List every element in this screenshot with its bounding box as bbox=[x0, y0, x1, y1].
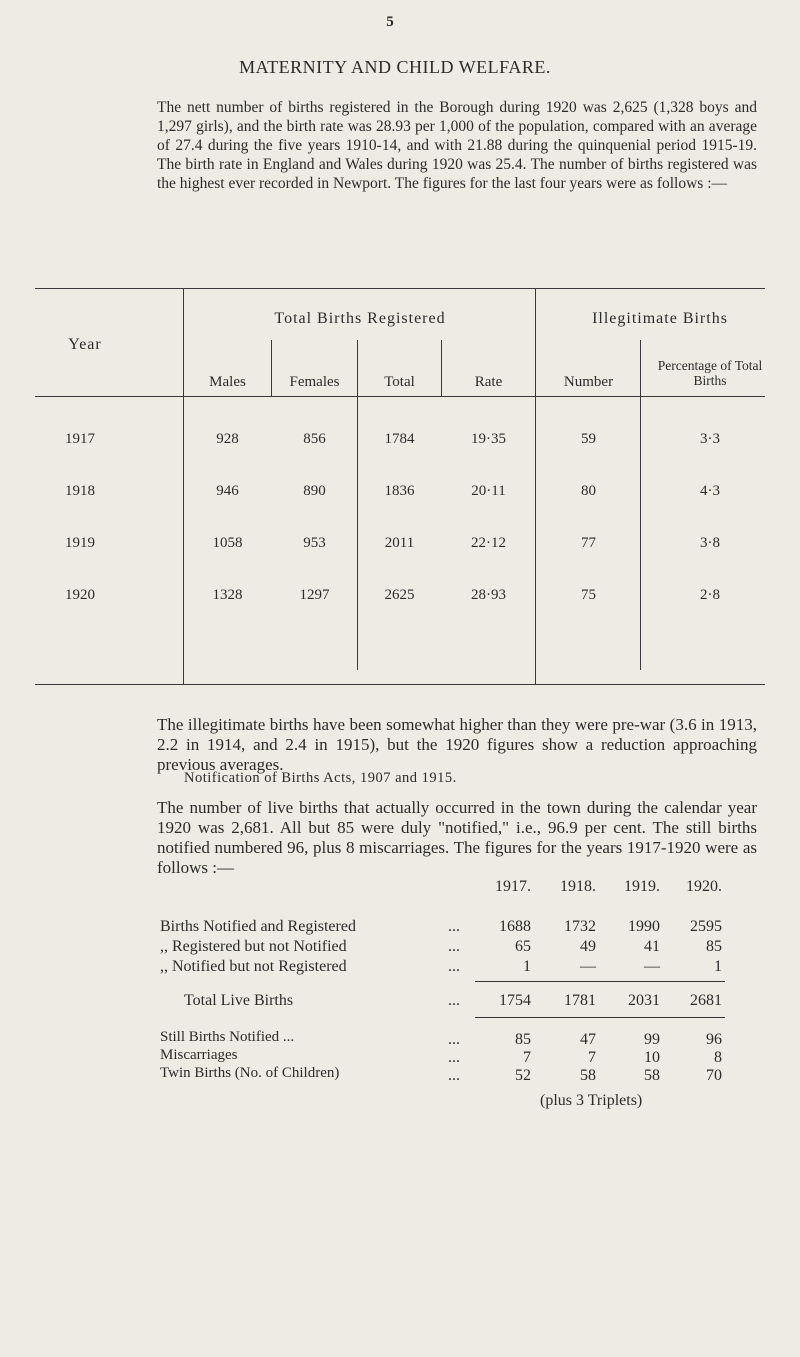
rate-header: Rate bbox=[474, 374, 503, 390]
females-header: Females bbox=[289, 374, 340, 390]
leader-dots: ... bbox=[448, 1049, 460, 1066]
row-year: 1919 bbox=[65, 535, 95, 551]
row-value: 96 bbox=[706, 1031, 722, 1048]
row-year: 1917 bbox=[65, 431, 95, 447]
row-females: 856 bbox=[303, 431, 326, 447]
leader-dots: ... bbox=[448, 1031, 460, 1048]
row-females: 890 bbox=[303, 483, 326, 499]
births-table bbox=[0, 288, 800, 696]
year-header: 1919. bbox=[624, 878, 660, 895]
row-label: Still Births Notified ... bbox=[160, 1029, 295, 1045]
intro-paragraph: The nett number of births registered in the Borough during 1920 was 2,625 (1,328 boys and 1,297 girls), and the birth rate was 28.93 per 1,000 of the population, compared with an average of 27.4 during the five years 1910-14, and with 21.88 during the quinquenial period 1915-19. The birth rate in England and Wales during 1920 was 25.4. The number of births registered was the highest ever recorded in Newport. The figures for the last four years were as follows :— bbox=[157, 99, 757, 192]
row-label: ,, Registered but not Notified bbox=[160, 938, 347, 955]
year-header: 1920. bbox=[686, 878, 722, 895]
year-header: 1917. bbox=[495, 878, 531, 895]
row-females: 1297 bbox=[299, 587, 330, 603]
leader-dots: ... bbox=[448, 992, 460, 1009]
total-value: 1754 bbox=[499, 992, 531, 1009]
divider bbox=[475, 1017, 725, 1018]
males-header: Males bbox=[209, 374, 246, 390]
total-value: 1781 bbox=[564, 992, 596, 1009]
row-value: 10 bbox=[644, 1049, 660, 1066]
row-year: 1918 bbox=[65, 483, 95, 499]
row-rate: 28·93 bbox=[471, 587, 506, 603]
row-value: 1990 bbox=[628, 918, 660, 935]
total-value: 2681 bbox=[690, 992, 722, 1009]
row-value: 52 bbox=[515, 1067, 531, 1084]
row-total: 1836 bbox=[384, 483, 415, 499]
divider bbox=[475, 981, 725, 982]
row-males: 946 bbox=[216, 483, 239, 499]
row-value: 65 bbox=[515, 938, 531, 955]
year-column-header: Year bbox=[68, 336, 102, 353]
row-value: 70 bbox=[706, 1067, 722, 1084]
row-number: 75 bbox=[581, 587, 596, 603]
percentage-header: Percentage of Total Births bbox=[657, 358, 763, 388]
row-value: 41 bbox=[644, 938, 660, 955]
leader-dots: ... bbox=[448, 958, 460, 975]
leader-dots: ... bbox=[448, 1067, 460, 1084]
leader-dots: ... bbox=[448, 918, 460, 935]
row-label: Twin Births (No. of Children) bbox=[160, 1065, 340, 1081]
row-number: 77 bbox=[581, 535, 596, 551]
row-year: 1920 bbox=[65, 587, 95, 603]
row-number: 80 bbox=[581, 483, 596, 499]
row-value: 47 bbox=[580, 1031, 596, 1048]
row-percentage: 3·3 bbox=[700, 431, 720, 447]
row-value: 8 bbox=[714, 1049, 722, 1066]
illegitimate-paragraph: The illegitimate births have been somewhat higher than they were pre-war (3.6 in 1913, 2.2 in 1914, and 2.4 in 1915), but the 1920 figures show a reduction approaching previous averages. bbox=[157, 715, 757, 774]
illegitimate-births-group-header: Illegitimate Births bbox=[592, 310, 728, 327]
total-births-group-header: Total Births Registered bbox=[274, 310, 446, 327]
page-title: MATERNITY AND CHILD WELFARE. bbox=[239, 57, 551, 77]
row-males: 1328 bbox=[212, 587, 243, 603]
row-rate: 22·12 bbox=[471, 535, 506, 551]
row-label: Births Notified and Registered bbox=[160, 918, 356, 935]
row-value: 7 bbox=[588, 1049, 596, 1066]
notification-paragraph: The number of live births that actually occurred in the town during the calendar year 1920 was 2,681. All but 85 were duly "notified," i.e., 96.9 per cent. The still births notified numbered 96, plus 8 miscarriages. The figures for the years 1917-1920 were as follows :— bbox=[157, 798, 757, 877]
row-value: 85 bbox=[706, 938, 722, 955]
section-heading: Notification of Births Acts, 1907 and 1915. bbox=[184, 770, 457, 786]
total-value: 2031 bbox=[628, 992, 660, 1009]
year-header: 1918. bbox=[560, 878, 596, 895]
row-males: 928 bbox=[216, 431, 239, 447]
triplets-footnote: (plus 3 Triplets) bbox=[540, 1092, 643, 1109]
row-value: — bbox=[580, 958, 596, 975]
total-label: Total Live Births bbox=[184, 992, 294, 1009]
row-value: 58 bbox=[580, 1067, 596, 1084]
row-females: 953 bbox=[303, 535, 326, 551]
row-label: ,, Notified but not Registered bbox=[160, 958, 347, 975]
row-value: 58 bbox=[644, 1067, 660, 1084]
row-percentage: 4·3 bbox=[700, 483, 720, 499]
page-number: 5 bbox=[386, 14, 394, 30]
row-value: 1 bbox=[523, 958, 531, 975]
row-value: 49 bbox=[580, 938, 596, 955]
row-value: 85 bbox=[515, 1031, 531, 1048]
row-percentage: 3·8 bbox=[700, 535, 720, 551]
leader-dots: ... bbox=[448, 938, 460, 955]
row-total: 1784 bbox=[384, 431, 415, 447]
row-value: 2595 bbox=[690, 918, 722, 935]
row-number: 59 bbox=[581, 431, 596, 447]
row-rate: 19·35 bbox=[471, 431, 506, 447]
row-value: — bbox=[644, 958, 660, 975]
row-total: 2625 bbox=[384, 587, 415, 603]
row-value: 7 bbox=[523, 1049, 531, 1066]
row-value: 1732 bbox=[564, 918, 596, 935]
row-males: 1058 bbox=[212, 535, 243, 551]
row-value: 1688 bbox=[499, 918, 531, 935]
row-rate: 20·11 bbox=[471, 483, 506, 499]
row-label: Miscarriages bbox=[160, 1047, 238, 1063]
row-total: 2011 bbox=[384, 535, 415, 551]
number-header: Number bbox=[563, 374, 614, 390]
total-header: Total bbox=[384, 374, 415, 390]
row-value: 1 bbox=[714, 958, 722, 975]
notification-table bbox=[0, 878, 800, 1198]
row-percentage: 2·8 bbox=[700, 587, 720, 603]
row-value: 99 bbox=[644, 1031, 660, 1048]
